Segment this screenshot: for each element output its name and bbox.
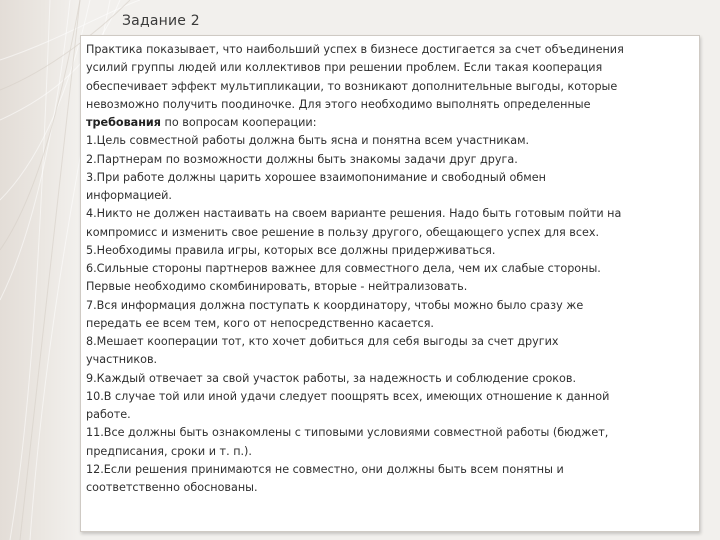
requirements-keyword: требования — [86, 116, 161, 129]
task-text — [86, 41, 698, 497]
requirement-line: 8.Мешает кооперации тот, кто хочет добиться для себя выгоды за счет других — [86, 335, 559, 348]
requirement-line: 10.В случае той или иной удачи следует поощрять всех, имеющих отношение к данной — [86, 389, 610, 403]
slide-title: Задание 2 — [122, 13, 200, 29]
requirement-line: 6.Сильные стороны партнеров важнее для совместного дела, чем их слабые стороны. — [86, 262, 601, 275]
requirement-line: 9.Каждый отвечает за свой участок работы, за надежность и соблюдение сроков. — [86, 371, 577, 385]
requirements-rest: по вопросам кооперации: — [160, 116, 317, 129]
intro-line: обеспечивает эффект мультипликации, то возникают дополнительные выгоды, которые — [86, 79, 618, 93]
requirement-line: 11.Все должны быть ознакомлены с типовыми условиями совместной работы (бюджет, — [86, 426, 609, 440]
requirement-line: 2.Партнерам по возможности должны быть знакомы задачи друг друга. — [86, 152, 518, 166]
requirement-line: работе. — [86, 408, 131, 421]
requirement-line: 3.При работе должны царить хорошее взаимопонимание и свободный обмен — [86, 170, 546, 184]
requirement-line: информацией. — [86, 189, 172, 202]
requirement-line: 4.Никто не должен настаивать на своем варианте решения. Надо быть готовым пойти на — [86, 207, 622, 221]
requirement-line: 5.Необходимы правила игры, которых все должны придерживаться. — [86, 243, 496, 257]
requirement-line: 7.Вся информация должна поступать к координатору, чтобы можно было сразу же — [86, 298, 584, 312]
intro-line: невозможно получить поодиночке. Для этого необходимо выполнять определенные — [86, 97, 591, 111]
requirement-line: 1.Цель совместной работы должна быть ясна и понятна всем участникам. — [86, 134, 530, 148]
requirement-line: Первые необходимо скомбинировать, вторые - нейтрализовать. — [86, 280, 468, 294]
requirement-line: компромисс и изменить свое решение в пользу другого, обещающего успех для всех. — [86, 225, 600, 239]
intro-line: Практика показывает, что наибольший успех в бизнесе достигается за счет объединения — [86, 43, 624, 56]
requirement-line: 12.Если решения принимаются не совместно, они должны быть всем понятны и — [86, 462, 564, 476]
intro-line: усилий группы людей или коллективов при решении проблем. Если такая кооперация — [86, 61, 603, 75]
requirement-line: передать ее всем тем, кого от непосредственно касается. — [86, 316, 434, 330]
requirement-line: соответственно обоснованы. — [86, 481, 258, 494]
requirement-line: предписания, сроки и т. п.). — [86, 444, 252, 458]
requirement-line: участников. — [86, 353, 158, 367]
requirements-line — [86, 114, 698, 132]
